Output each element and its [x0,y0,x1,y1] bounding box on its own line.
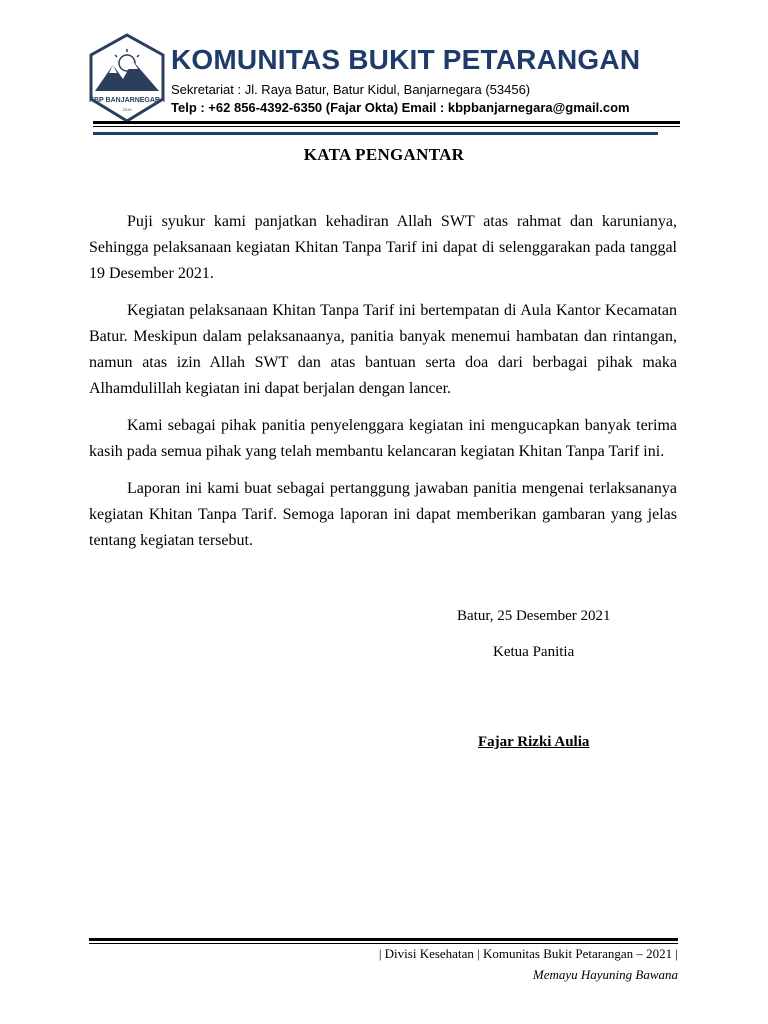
footer-motto: Memayu Hayuning Bawana [532,967,678,982]
header-divider-thin [93,126,680,127]
body-text [89,209,677,565]
contact-info: Telp : +62 856-4392-6350 (Fajar Okta) Email : kbpbanjarnegara@gmail.com [171,100,630,115]
page-title: KATA PENGANTAR [303,145,465,164]
paragraph: Kegiatan pelaksanaan Khitan Tanpa Tarif ini bertempatan di Aula Kantor Kecamatan Batur. Meskipun dalam pelaksanaanya, panitia banyak menemui hambatan dan rintangan, namun atas izin Allah SWT dan atas bantuan serta doa dari berbagai pihak maka Alhamdulillah kegiatan ini dapat berjalan dengan lancer. [89,302,677,397]
signer-role: Ketua Panitia [493,644,575,660]
paragraph: Kami sebagai pihak panitia penyelenggara kegiatan ini mengucapkan banyak terima kasih pada semua pihak yang telah membantu kelancaran kegiatan Khitan Tanpa Tarif ini. [89,417,677,460]
paragraph: Laporan ini kami buat sebagai pertanggung jawaban panitia mengenai terlaksananya kegiatan Khitan Tanpa Tarif. Semoga laporan ini dapat memberikan gambaran yang jelas tentang kegiatan tersebut. [89,480,677,549]
place-date: Batur, 25 Desember 2021 [457,608,611,624]
footer-divider-thin [89,943,678,944]
logo-year: 2019 [122,107,132,112]
organization-name: KOMUNITAS BUKIT PETARANGAN [171,44,641,75]
paragraph: Puji syukur kami panjatkan kehadiran Allah SWT atas rahmat dan karunianya, Sehingga pelaksanaan kegiatan Khitan Tanpa Tarif ini dapat di selenggarakan pada tanggal 19 Desember 2021. [89,213,677,282]
signer-name: Fajar Rizki Aulia [478,734,590,750]
organization-logo [87,33,167,123]
footer-divider-thick [89,938,678,941]
header-divider-thick [93,121,680,124]
header-divider-accent [93,132,658,135]
secretariat-address: Sekretariat : Jl. Raya Batur, Batur Kidul, Banjarnegara (53456) [171,82,531,97]
footer-division: | Divisi Kesehatan | Komunitas Bukit Petarangan – 2021 | [378,946,678,961]
logo-text: KBP BANJARNEGARA [88,97,166,104]
